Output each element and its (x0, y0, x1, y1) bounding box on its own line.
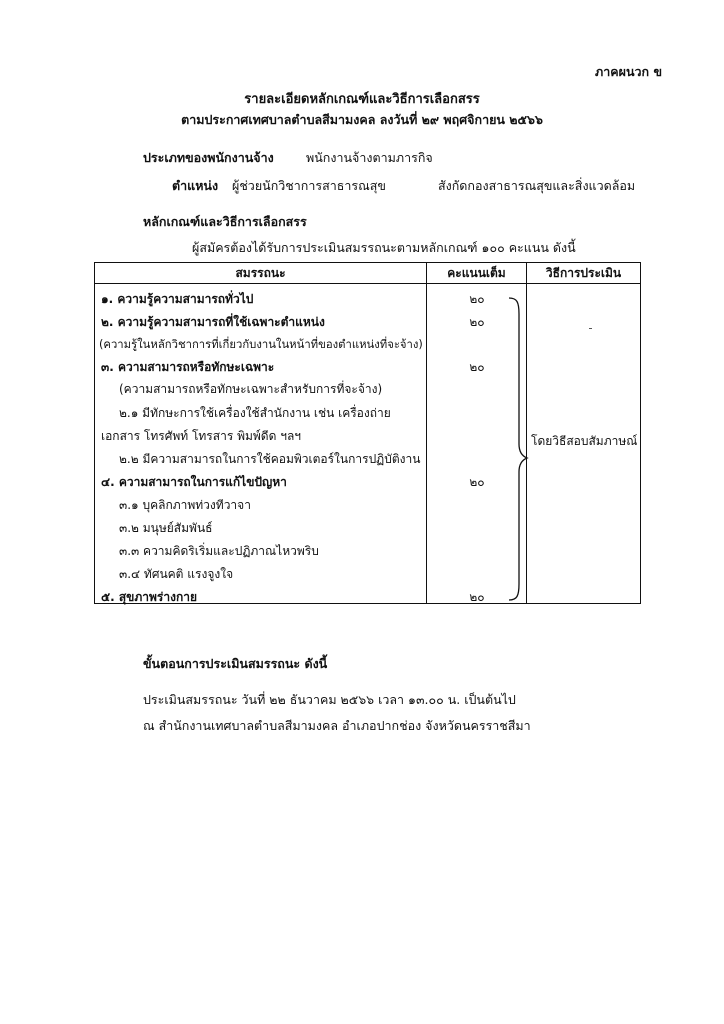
competency-subitem: ๒.๒ มีความสามารถในการใช้คอมพิวเตอร์ในการปฏิบัติงาน (119, 452, 421, 466)
competency-note: (ความรู้ในหลักวิชาการที่เกี่ยวกับงานในหน้าที่ของตำแหน่งที่จะจ้าง) (99, 338, 423, 351)
affiliation-value: สังกัดกองสาธารณสุขและสิ่งแวดล้อม (438, 178, 636, 193)
score-value: ๒๐ (469, 590, 485, 604)
position-value: ผู้ช่วยนักวิชาการสาธารณสุข (232, 178, 386, 193)
competency-item: ๒. ความรู้ความสามารถที่ใช้เฉพาะตำแหน่ง (101, 315, 325, 329)
competency-item: ๓. ความสามารถหรือทักษะเฉพาะ (101, 360, 275, 374)
competency-subitem-cont: เอกสาร โทรศัพท์ โทรสาร พิมพ์ดีด ฯลฯ (101, 429, 302, 443)
competency-subitem: ๓.๔ ทัศนคติ แรงจูงใจ (119, 567, 234, 581)
employee-type-label: ประเภทของพนักงานจ้าง (143, 150, 274, 165)
appendix-label: ภาคผนวก ข (595, 64, 662, 79)
competency-column (95, 284, 427, 604)
competency-item: ๔. ความสามารถในการแก้ไขปัญหา (101, 475, 287, 489)
competency-item: ๑. ความรู้ความสามารถทั่วไป (101, 292, 254, 306)
competency-subitem: ๒.๑ มีทักษะการใช้เครื่องใช้สำนักงาน เช่น เครื่องถ่าย (119, 406, 391, 420)
score-value: ๒๐ (469, 292, 485, 306)
header-full-score: คะแนนเต็ม (427, 263, 527, 284)
competency-subitem: ๓.๑ บุคลิกภาพท่วงทีวาจา (119, 498, 251, 512)
position-label: ตำแหน่ง (172, 178, 219, 193)
competency-subitem: ๓.๒ มนุษย์สัมพันธ์ (119, 521, 213, 535)
criteria-heading: หลักเกณฑ์และวิธีการเลือกสรร (143, 214, 307, 229)
document-title: รายละเอียดหลักเกณฑ์และวิธีการเลือกสรร (244, 92, 480, 107)
procedure-heading: ขั้นตอนการประเมินสมรรถนะ ดังนี้ (143, 656, 328, 671)
method-column (527, 284, 641, 604)
procedure-location: ณ สำนักงานเทศบาลตำบลสีมามงคล อำเภอปากช่อง จังหวัดนครราชสีมา (143, 718, 531, 733)
competency-item: ๕. สุขภาพร่างกาย (101, 590, 197, 604)
score-value: ๒๐ (469, 360, 485, 374)
score-value: ๒๐ (469, 475, 485, 489)
score-column (427, 284, 527, 604)
header-assessment-method: วิธีการประเมิน (527, 263, 641, 284)
assessment-method: โดยวิธีสอบสัมภาษณ์ (531, 434, 638, 448)
criteria-intro: ผู้สมัครต้องได้รับการประเมินสมรรถนะตามหลักเกณฑ์ ๑๐๐ คะแนน ดังนี้ (192, 240, 576, 255)
document-subtitle: ตามประกาศเทศบาลตำบลสีมามงคล ลงวันที่ ๒๙ พฤศจิกายน ๒๕๖๖ (181, 112, 543, 127)
score-value: ๒๐ (469, 315, 485, 329)
competency-subitem: ๓.๓ ความคิดริเริ่มและปฏิภาณไหวพริบ (119, 544, 319, 558)
employee-type-value: พนักงานจ้างตามภารกิจ (306, 150, 433, 165)
competency-table (94, 262, 641, 604)
header-competency: สมรรถนะ (95, 263, 427, 284)
competency-note: (ความสามารถหรือทักษะเฉพาะสำหรับการที่จะจ้าง) (119, 382, 383, 396)
procedure-date: ประเมินสมรรถนะ วันที่ ๒๒ ธันวาคม ๒๕๖๖ เวลา ๑๓.๐๐ น. เป็นต้นไป (143, 692, 516, 707)
